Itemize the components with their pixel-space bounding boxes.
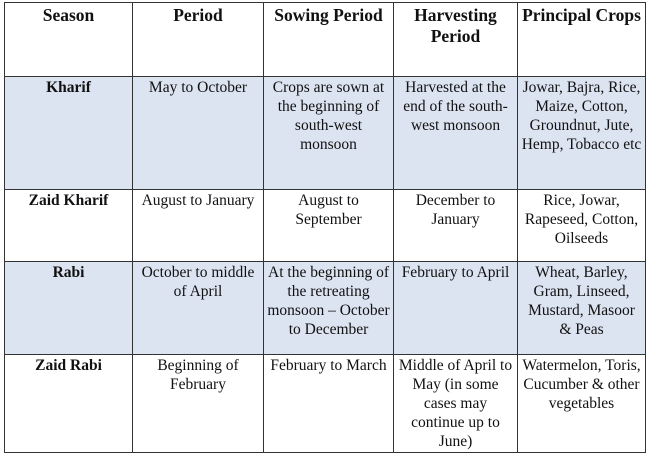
crops-cell: Watermelon, Toris, Cucumber & other vegetables xyxy=(518,355,646,453)
crops-cell: Wheat, Barley, Gram, Linseed, Mustard, Masoor & Peas xyxy=(518,262,646,355)
harvesting-cell: Middle of April to May (in some cases may continue up to June) xyxy=(394,355,518,453)
header-season: Season xyxy=(5,3,133,77)
sowing-cell: February to March xyxy=(264,355,394,453)
table-row xyxy=(5,355,646,453)
sowing-cell: Crops are sown at the beginning of south-west monsoon xyxy=(264,77,394,190)
harvesting-cell: December to January xyxy=(394,190,518,262)
season-cell: Rabi xyxy=(5,262,133,355)
harvesting-cell: Harvested at the end of the south-west monsoon xyxy=(394,77,518,190)
season-cell: Zaid Rabi xyxy=(5,355,133,453)
crops-cell: Jowar, Bajra, Rice, Maize, Cotton, Groundnut, Jute, Hemp, Tobacco etc xyxy=(518,77,646,190)
season-cell: Kharif xyxy=(5,77,133,190)
sowing-cell: August to September xyxy=(264,190,394,262)
crop-seasons-table xyxy=(4,2,646,453)
period-cell: May to October xyxy=(133,77,264,190)
table-row xyxy=(5,262,646,355)
period-cell: October to middle of April xyxy=(133,262,264,355)
header-row xyxy=(5,3,646,77)
period-cell: Beginning of February xyxy=(133,355,264,453)
period-cell: August to January xyxy=(133,190,264,262)
header-harvesting-period: Harvesting Period xyxy=(394,3,518,77)
season-cell: Zaid Kharif xyxy=(5,190,133,262)
sowing-cell: At the beginning of the retreating monsoon – October to December xyxy=(264,262,394,355)
header-period: Period xyxy=(133,3,264,77)
crops-cell: Rice, Jowar, Rapeseed, Cotton, Oilseeds xyxy=(518,190,646,262)
table-row xyxy=(5,190,646,262)
table-row xyxy=(5,77,646,190)
harvesting-cell: February to April xyxy=(394,262,518,355)
header-principal-crops: Principal Crops xyxy=(518,3,646,77)
header-sowing-period: Sowing Period xyxy=(264,3,394,77)
